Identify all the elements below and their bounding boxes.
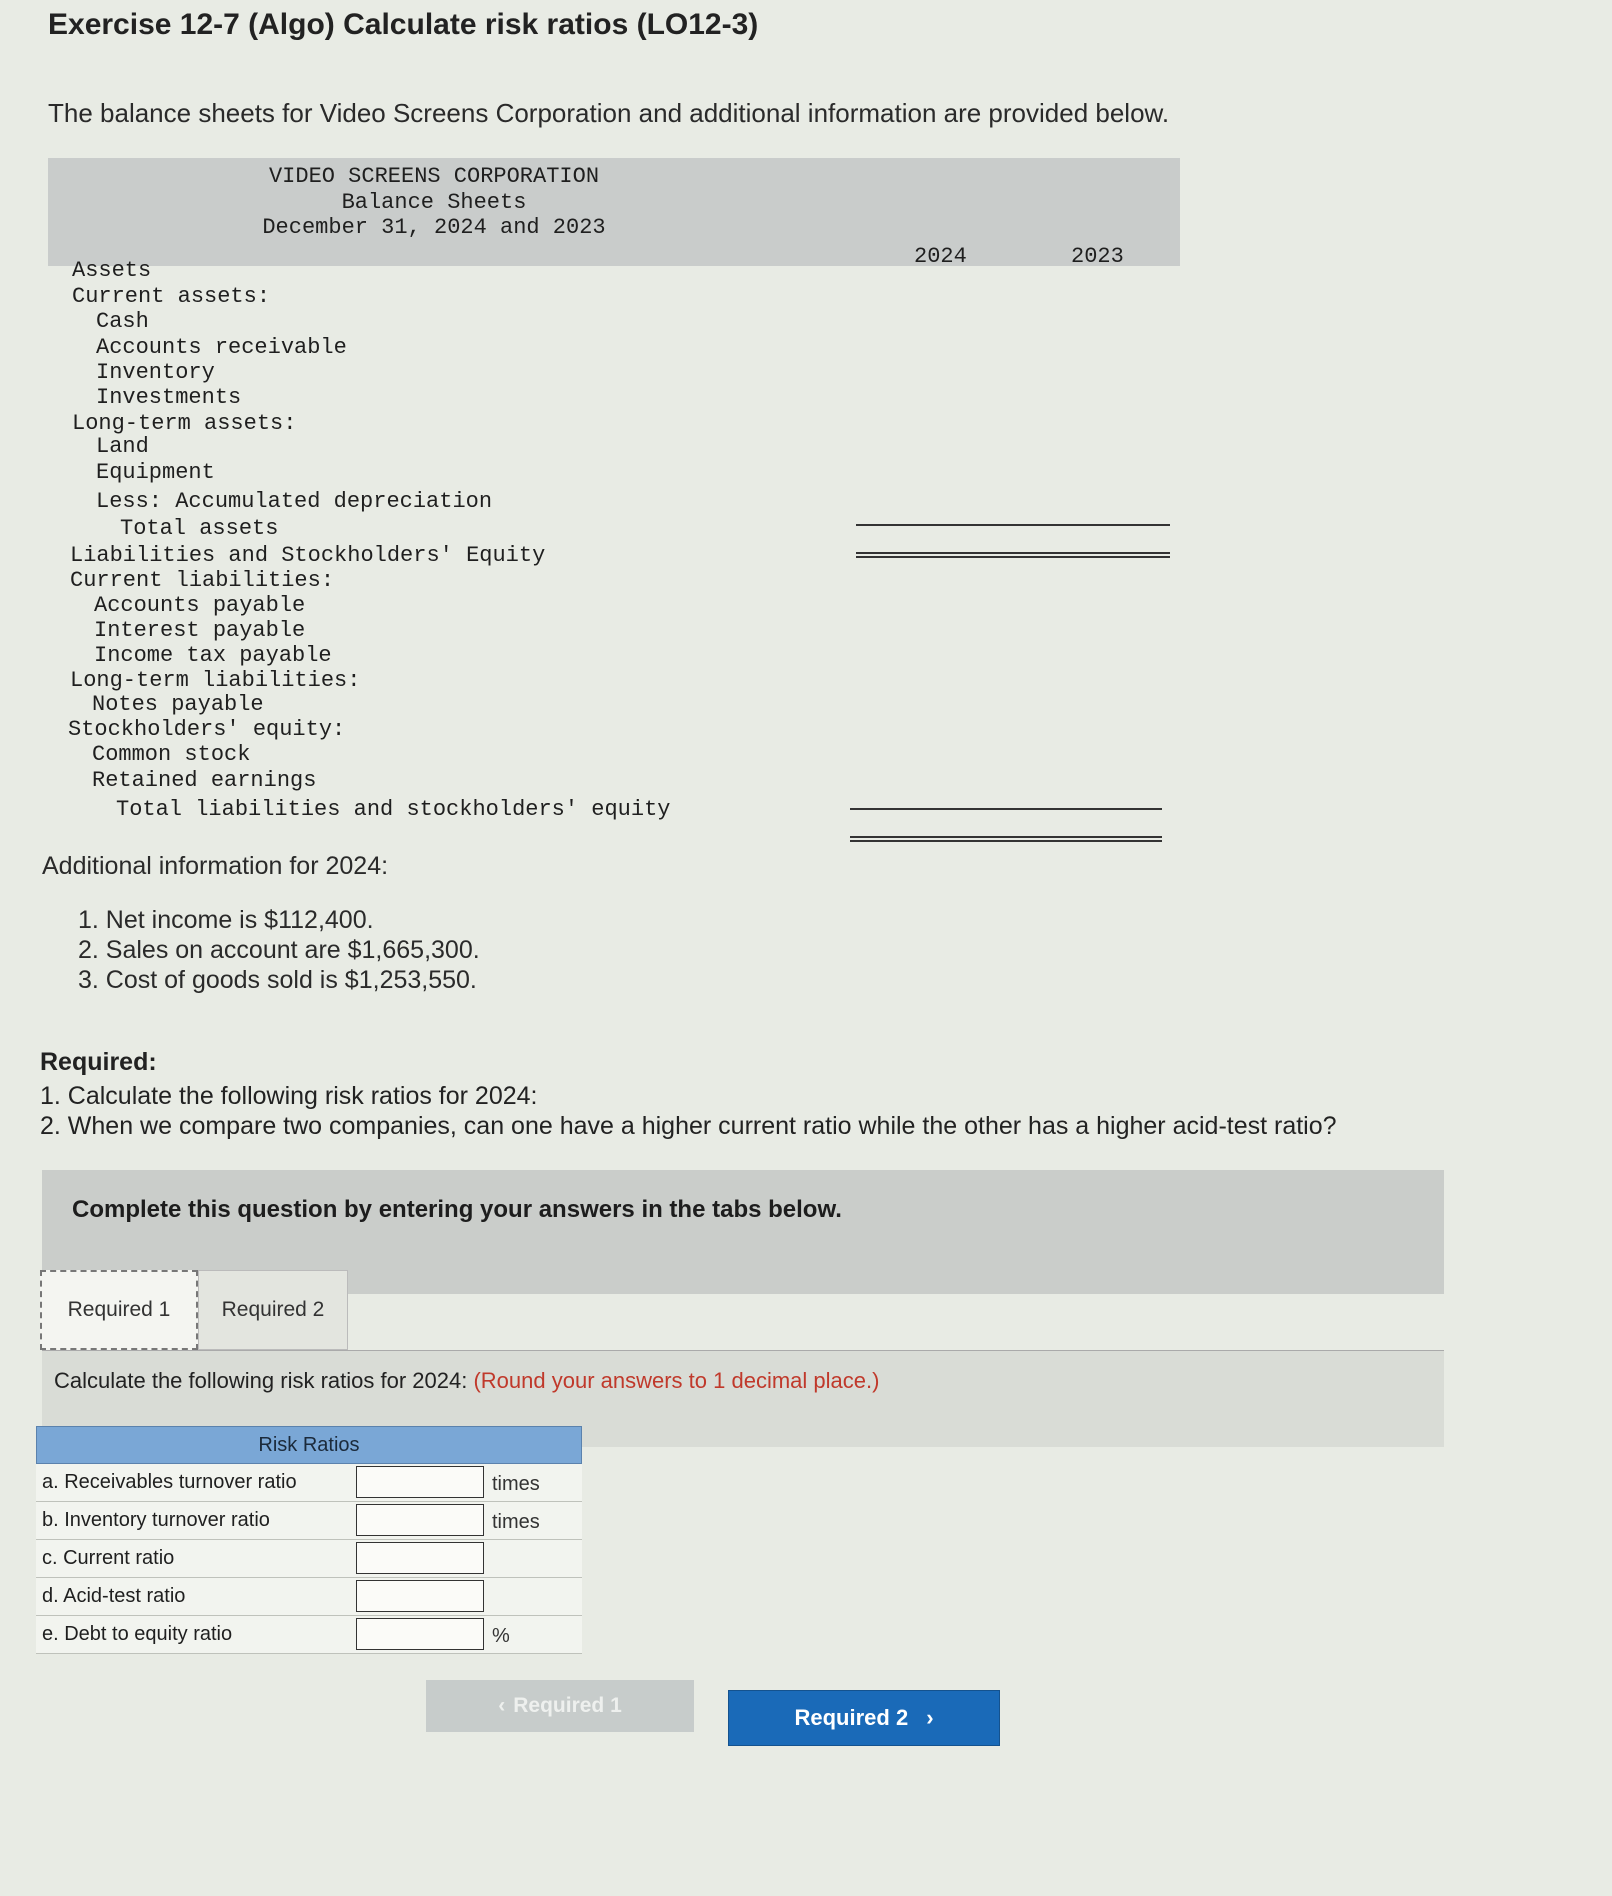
bs-label: Retained earnings — [92, 768, 317, 793]
ratio-label: d. Acid-test ratio — [42, 1585, 186, 1607]
table-row — [36, 1464, 582, 1502]
rounding-note: (Round your answers to 1 decimal place.) — [473, 1368, 880, 1393]
risk-table-header: Risk Ratios — [36, 1426, 582, 1464]
bs-label: Common stock — [92, 742, 251, 767]
bs-label: Less: Accumulated depreciation — [96, 489, 493, 514]
table-row — [36, 1578, 582, 1616]
bs-label: Accounts payable — [94, 593, 306, 618]
acid-test-input[interactable] — [356, 1580, 484, 1612]
next-tab-label: Required 2 — [794, 1705, 909, 1730]
subtotal-rule — [856, 524, 1170, 526]
chevron-left-icon: ‹ — [498, 1694, 506, 1717]
current-ratio-input[interactable] — [356, 1542, 484, 1574]
bs-label: Land — [96, 434, 149, 459]
complete-prompt: Complete this question by entering your answers in the tabs below. — [72, 1196, 842, 1223]
statement-name: Balance Sheets — [341, 190, 527, 215]
total-double-rule — [856, 556, 1170, 558]
tab-required-1[interactable]: Required 1 — [40, 1270, 198, 1350]
year-2023-header: 2023 — [1071, 244, 1124, 269]
ratio-unit: times — [492, 1511, 540, 1533]
table-row — [36, 1502, 582, 1540]
additional-info-item: 2. Sales on account are $1,665,300. — [78, 936, 480, 964]
tab-instruction — [54, 1368, 879, 1394]
ratio-unit: times — [492, 1473, 540, 1495]
year-2024-header: 2024 — [914, 244, 967, 269]
ratio-unit: % — [492, 1625, 510, 1647]
additional-info-item: 3. Cost of goods sold is $1,253,550. — [78, 966, 477, 994]
debt-to-equity-input[interactable] — [356, 1618, 484, 1650]
receivables-turnover-input[interactable] — [356, 1466, 484, 1498]
bs-label: Interest payable — [94, 618, 306, 643]
ratio-label: b. Inventory turnover ratio — [42, 1509, 270, 1531]
instruction-text: Calculate the following risk ratios for 2024: — [54, 1368, 468, 1393]
total-double-rule — [850, 836, 1162, 838]
ratio-label: c. Current ratio — [42, 1547, 175, 1569]
bs-label: Income tax payable — [94, 643, 332, 668]
prev-tab-label: Required 1 — [513, 1694, 622, 1717]
bs-label: Long-term liabilities: — [70, 668, 361, 693]
table-row — [36, 1616, 582, 1654]
table-row — [36, 1540, 582, 1578]
total-double-rule — [856, 552, 1170, 554]
intro-text: The balance sheets for Video Screens Corporation and additional information are provided below. — [48, 98, 1170, 128]
bs-label: Total liabilities and stockholders' equity — [116, 797, 671, 822]
inventory-turnover-input[interactable] — [356, 1504, 484, 1536]
ratio-label: e. Debt to equity ratio — [42, 1623, 233, 1645]
bs-label: Equipment — [96, 460, 215, 485]
company-name: VIDEO SCREENS CORPORATION — [268, 164, 600, 189]
next-tab-button[interactable] — [728, 1690, 1000, 1746]
bs-label: Stockholders' equity: — [68, 717, 346, 742]
chevron-right-icon: › — [926, 1705, 934, 1730]
additional-info-title: Additional information for 2024: — [42, 852, 389, 880]
tab-required-2[interactable]: Required 2 — [198, 1270, 348, 1350]
balance-sheet-header — [48, 158, 1180, 269]
bs-label: Current assets: — [72, 284, 271, 309]
subtotal-rule — [850, 808, 1162, 810]
total-double-rule — [850, 840, 1162, 842]
required-item: 1. Calculate the following risk ratios for 2024: — [40, 1082, 538, 1110]
bs-label: Accounts receivable — [96, 335, 347, 360]
bs-label: Total assets — [120, 516, 279, 541]
bs-label: Current liabilities: — [70, 568, 335, 593]
bs-label: Long-term assets: — [72, 411, 297, 436]
bs-label: Cash — [96, 309, 149, 334]
statement-date: December 31, 2024 and 2023 — [262, 215, 606, 240]
page-title: Exercise 12-7 (Algo) Calculate risk ratios (LO12-3) — [48, 8, 759, 41]
bs-label: Notes payable — [92, 692, 264, 717]
bs-label: Investments — [96, 385, 242, 410]
additional-info-item: 1. Net income is $112,400. — [78, 906, 374, 934]
required-item: 2. When we compare two companies, can one have a higher current ratio while the other has a higher acid-test ratio? — [40, 1112, 1337, 1140]
ratio-label: a. Receivables turnover ratio — [42, 1471, 297, 1493]
bs-label: Liabilities and Stockholders' Equity — [70, 543, 546, 568]
prev-tab-button[interactable] — [426, 1680, 694, 1732]
bs-label: Assets — [72, 258, 152, 283]
bs-label: Inventory — [96, 360, 215, 385]
required-heading: Required: — [40, 1048, 157, 1076]
